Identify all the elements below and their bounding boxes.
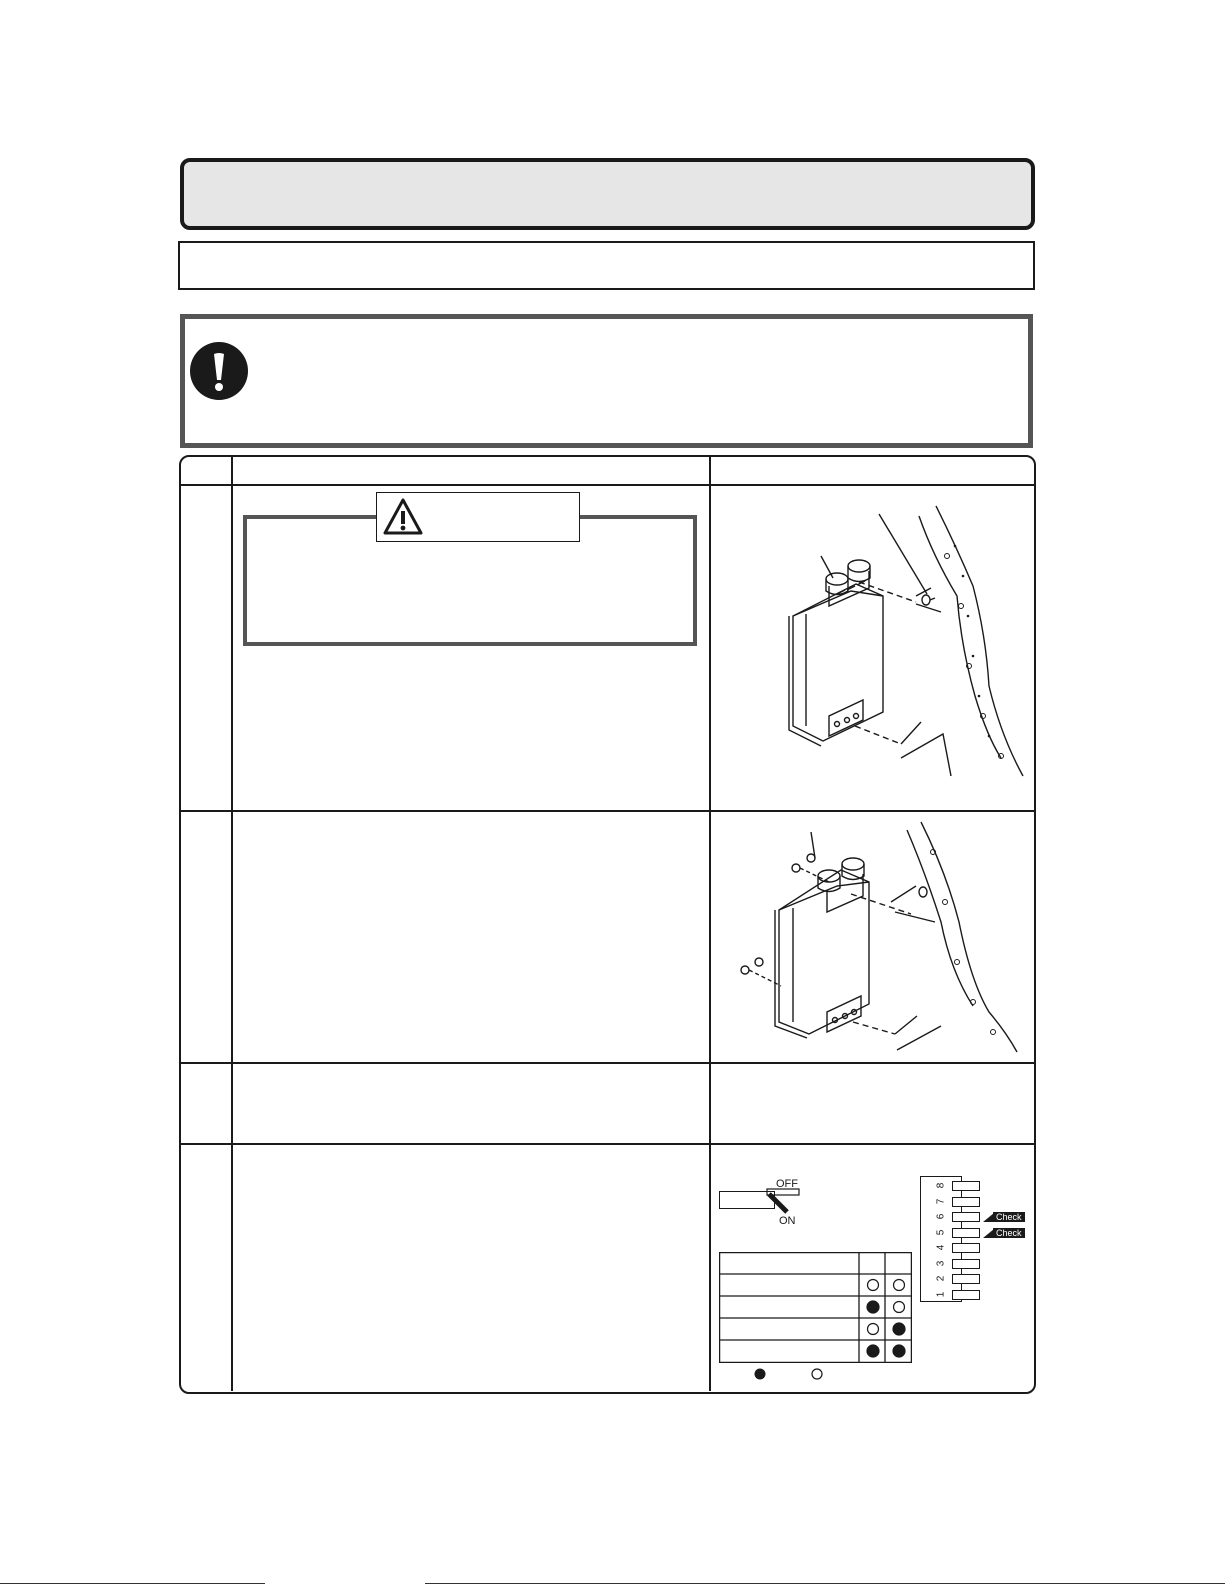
legend-off-marker	[812, 1369, 822, 1379]
dip-switch-2	[952, 1274, 980, 1284]
dip-switch-positions	[920, 1176, 1030, 1302]
setting-marker-4-1	[867, 1345, 879, 1357]
notice-box	[180, 314, 1033, 448]
setting-state-markers	[859, 1274, 912, 1363]
dip-number-3: 3	[935, 1260, 947, 1266]
switch-lever-icon	[765, 1188, 805, 1216]
footer-rule-right	[425, 1583, 1225, 1584]
dip-switch-8	[952, 1181, 980, 1191]
dip-number-5: 5	[935, 1229, 947, 1235]
setting-marker-3-1	[868, 1324, 879, 1335]
legend-on-marker	[755, 1369, 766, 1380]
switch-on-label: ON	[779, 1215, 796, 1227]
setting-marker-2-1	[867, 1301, 879, 1313]
row-divider-3	[180, 1143, 1035, 1145]
dip-switch-1	[952, 1290, 980, 1300]
setting-marker-4-2	[893, 1345, 905, 1357]
dip-switch-4	[952, 1243, 980, 1253]
check-tag-5: Check	[993, 1228, 1025, 1238]
exclamation-circle-icon	[190, 342, 248, 400]
dip-number-4: 4	[935, 1244, 947, 1251]
dip-number-2: 2	[935, 1275, 947, 1282]
wall-mount-figure-1	[711, 486, 1033, 808]
page-title-band	[180, 158, 1035, 230]
dip-number-7: 7	[935, 1198, 947, 1204]
page-subtitle-band	[178, 241, 1035, 290]
footer-rule-left	[0, 1583, 265, 1584]
dip-number-6: 6	[935, 1213, 947, 1220]
column-divider-step	[231, 456, 233, 1391]
dip-number-1: 1	[935, 1291, 947, 1297]
setting-marker-1-1	[868, 1280, 879, 1291]
setting-marker-3-2	[893, 1323, 905, 1335]
dip-switch-7	[952, 1197, 980, 1207]
dip-switch-6	[952, 1212, 980, 1222]
legend-markers	[753, 1367, 823, 1381]
switch-off-label: OFF	[776, 1178, 798, 1190]
dip-switch-5	[952, 1228, 980, 1238]
row-divider-2	[180, 1062, 1035, 1064]
caution-header	[376, 492, 580, 542]
dip-switch-3	[952, 1259, 980, 1269]
setting-marker-2-2	[894, 1302, 905, 1313]
setting-marker-1-2	[894, 1280, 905, 1291]
warning-triangle-icon	[383, 497, 423, 542]
check-tag-6: Check	[993, 1212, 1025, 1222]
dip-number-8: 8	[935, 1182, 947, 1189]
wall-mount-figure-2	[711, 812, 1033, 1060]
